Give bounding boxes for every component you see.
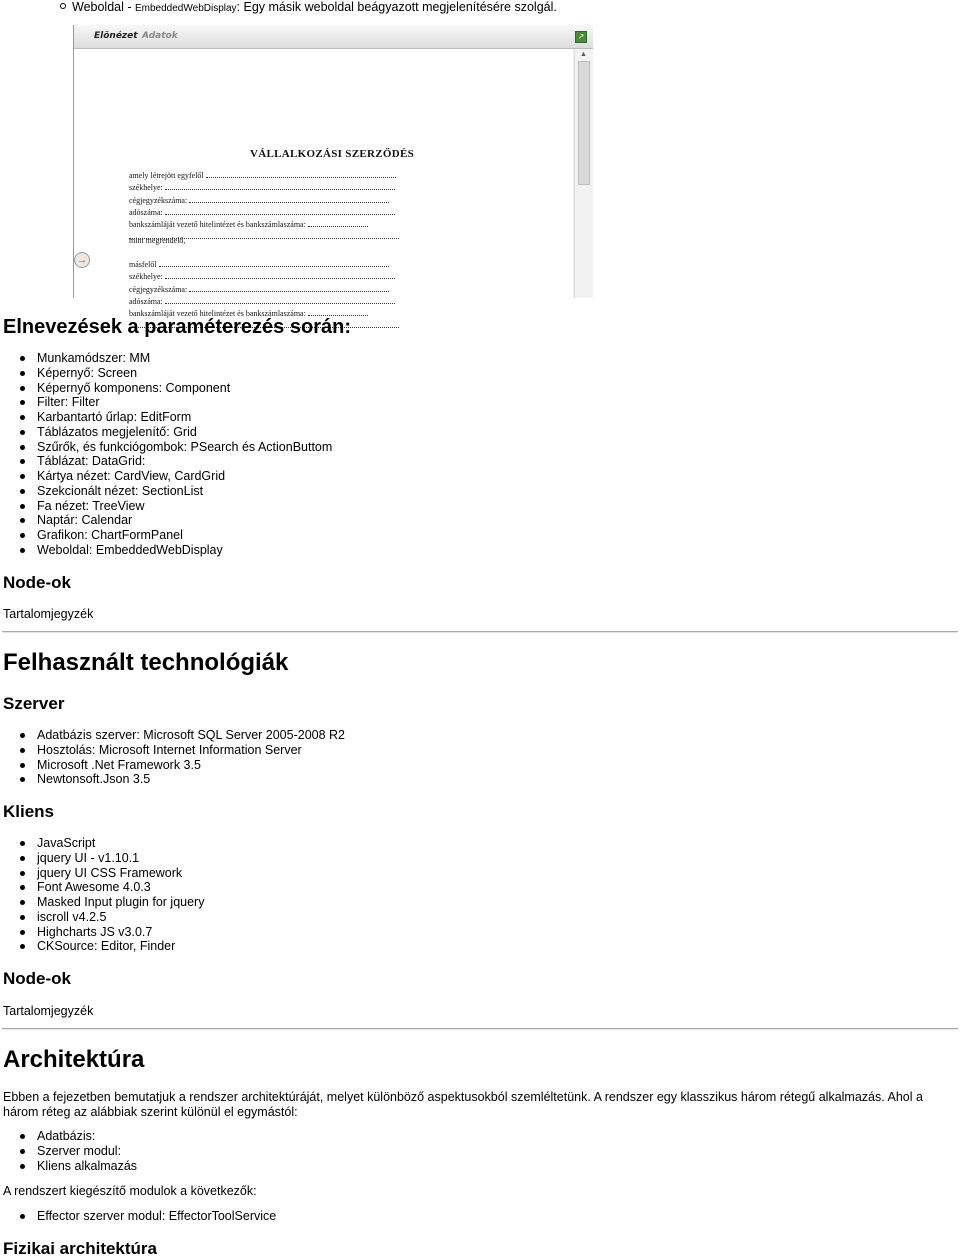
list-item: Kártya nézet: CardView, CardGrid	[0, 469, 332, 484]
arch-paragraph: Ebben a fejezetben bemutatjuk a rendszer architektúráját, melyet különböző aspektusokból szemléltetünk. A rendszer egy klasszikus három rétegű alkalmazás. Ahol a három réteg az alábbiak szerint különül el egymástól:	[3, 1090, 923, 1119]
divider	[2, 631, 958, 633]
scroll-thumb[interactable]	[578, 61, 590, 185]
naming-list	[0, 351, 332, 558]
list-item: Hosztolás: Microsoft Internet Information Server	[0, 743, 345, 758]
nodes-heading: Node-ok	[3, 573, 71, 592]
list-item: jquery UI CSS Framework	[0, 866, 204, 881]
scroll-up-icon[interactable]: ▲	[580, 51, 587, 58]
list-item: Font Awesome 4.0.3	[0, 880, 204, 895]
list-item: Táblázat: DataGrid:	[0, 454, 332, 469]
list-item: Fa nézet: TreeView	[0, 499, 332, 514]
list-item: Karbantartó űrlap: EditForm	[0, 410, 332, 425]
list-item: Adatbázis szerver: Microsoft SQL Server 2005-2008 R2	[0, 728, 345, 743]
preview-tabbar	[74, 25, 593, 49]
top-list	[0, 0, 557, 15]
tab-preview[interactable]: Elönézet	[94, 31, 138, 41]
toc-link[interactable]: Tartalomjegyzék	[3, 1004, 94, 1018]
list-item: Képernyő komponens: Component	[0, 381, 332, 396]
list-item: Weboldal: EmbeddedWebDisplay	[0, 543, 332, 558]
naming-heading: Elnevezések a paraméterezés során:	[3, 316, 351, 338]
document-body-a: amely létrejött egyfelől székhelye: cégjegyzékszáma: adószáma: bankszámláját vezető hitelintézet és bankszámlaszáma:	[129, 169, 399, 243]
list-item: jquery UI - v1.10.1	[0, 851, 204, 866]
tab-data[interactable]: Adatok	[142, 31, 178, 41]
physical-arch-heading: Fizikai architektúra	[3, 1239, 158, 1258]
client-heading: Kliens	[3, 802, 55, 821]
divider	[2, 1028, 958, 1030]
nodes-heading: Node-ok	[3, 969, 71, 988]
list-item: Effector szerver modul: EffectorToolService	[0, 1209, 276, 1224]
list-item: Naptár: Calendar	[0, 513, 332, 528]
list-item: Táblázatos megjelenítő: Grid	[0, 425, 332, 440]
client-list	[0, 836, 204, 954]
list-item: JavaScript	[0, 836, 204, 851]
document-body-b: másfelől székhelye: cégjegyzékszáma: adószáma: bankszámláját vezető hitelintézet és bankszámlaszáma:	[129, 258, 399, 332]
preview-scrollbar[interactable]	[574, 49, 593, 298]
modules-list	[0, 1209, 276, 1224]
list-item: iscroll v4.2.5	[0, 910, 204, 925]
list-item: Highcharts JS v3.0.7	[0, 925, 204, 940]
toc-link[interactable]: Tartalomjegyzék	[3, 607, 94, 621]
tech-heading: Felhasznált technológiák	[3, 649, 289, 676]
list-item: Newtonsoft.Json 3.5	[0, 772, 345, 787]
preview-screenshot	[73, 25, 593, 319]
list-item: Grafikon: ChartFormPanel	[0, 528, 332, 543]
list-item: Filter: Filter	[0, 395, 332, 410]
expand-icon[interactable]: ↗	[575, 31, 587, 43]
arch-paragraph-2: A rendszert kiegészítő modulok a következők:	[3, 1184, 257, 1198]
list-item: CKSource: Editor, Finder	[0, 939, 204, 954]
arch-list	[0, 1129, 137, 1173]
arch-heading: Architektúra	[3, 1046, 145, 1073]
list-item: Szerver modul:	[0, 1144, 137, 1159]
list-item: Weboldal - EmbeddedWebDisplay: Egy másik weboldal beágyazott megjelenítésére szolgál.	[0, 0, 557, 15]
list-item: Szekcionált nézet: SectionList	[0, 484, 332, 499]
list-item: Kliens alkalmazás	[0, 1159, 137, 1174]
list-item: Szűrők, és funkciógombok: PSearch és ActionButtom	[0, 440, 332, 455]
list-item: Képernyő: Screen	[0, 366, 332, 381]
document-page	[122, 49, 573, 319]
list-item: Microsoft .Net Framework 3.5	[0, 758, 345, 773]
server-list	[0, 728, 345, 787]
list-item: Adatbázis:	[0, 1129, 137, 1144]
list-item: Masked Input plugin for jquery	[0, 895, 204, 910]
nav-arrow-icon[interactable]: →	[74, 252, 90, 268]
list-item: Munkamódszer: MM	[0, 351, 332, 366]
document-title: VÁLLALKOZÁSI SZERZŐDÉS	[250, 148, 415, 160]
document-mint: mint megrendelő,	[129, 236, 186, 245]
server-heading: Szerver	[3, 694, 65, 713]
